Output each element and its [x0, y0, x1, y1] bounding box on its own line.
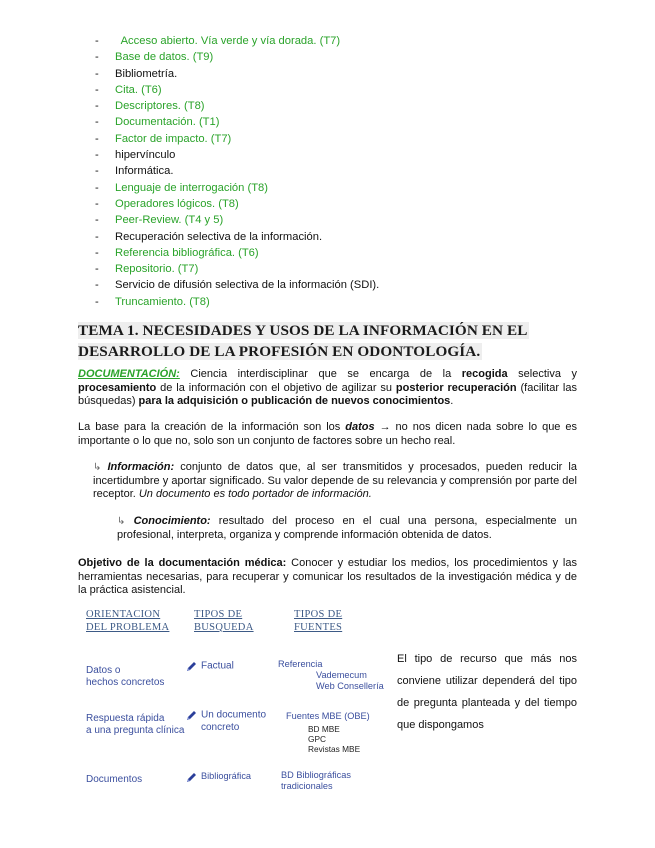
row3-search [186, 770, 251, 783]
row3-source-line2: tradicionales [281, 781, 333, 791]
row1-problem-line1: Datos o [86, 665, 121, 676]
bullet-dash: - [95, 116, 99, 129]
topic-item [95, 277, 379, 293]
bullet-dash: - [95, 100, 99, 113]
conocimiento-label: Conocimiento: [133, 515, 211, 527]
row2-source-detail [308, 724, 360, 754]
row1-source-detail [316, 670, 384, 692]
bullet-dash: - [95, 214, 99, 227]
topic-text: Factor de impacto. (T7) [115, 132, 232, 145]
row1-problem-line2: hechos concretos [86, 677, 165, 688]
bullet-dash: - [95, 230, 99, 243]
documentacion-bold-4: para la adquisición o publicación de nuevos conocimientos [138, 395, 451, 408]
tema-heading [78, 320, 578, 362]
documentacion-text-5: . [450, 395, 454, 408]
topic-item [95, 49, 379, 65]
header-fuentes-line2: FUENTES [294, 621, 343, 633]
documentacion-bold-3: posterior recuperación [395, 381, 517, 394]
topic-item [95, 33, 379, 49]
topic-text: Descriptores. (T8) [115, 100, 205, 113]
row2-source-line4: Revistas MBE [308, 744, 361, 754]
topic-item [95, 82, 379, 98]
bullet-dash: - [95, 181, 99, 194]
topic-item [95, 294, 379, 310]
documentacion-text-1: Ciencia interdisciplinar que se encarga de la [179, 368, 462, 380]
base-text-2: → no nos dicen nada sobre lo que es importante o lo que no, solo son un conjunto de factores sobre un hecho real. [78, 421, 577, 447]
header-busqueda-line1: TIPOS DE [194, 609, 243, 620]
bullet-dash: - [95, 35, 99, 47]
row2-source-line3: GPC [308, 734, 326, 744]
row1-source-line1: Referencia [278, 659, 323, 669]
objetivo-paragraph [78, 557, 577, 598]
documentacion-text-2: selectiva y [507, 368, 577, 380]
tema-heading-line1: TEMA 1. NECESIDADES Y USOS DE LA INFORMACIÓN EN EL [78, 322, 528, 339]
pencil-icon [186, 709, 198, 721]
pencil-icon [186, 660, 198, 672]
informacion-text: conjunto de datos que, al ser transmitidos y procesados, pueden reducir la incertidumbre y aportar significado. Su valor depende de su relevancia y comprensión por parte del receptor. [93, 461, 577, 501]
base-paragraph [78, 421, 577, 448]
documentacion-text-4: (facilitar las búsquedas) [78, 381, 577, 408]
bullet-dash: - [95, 83, 99, 96]
header-orientacion-line1: ORIENTACION [86, 609, 161, 620]
arrow-icon: ↳ [93, 462, 102, 473]
header-fuentes-line1: TIPOS DE [294, 609, 343, 620]
row2-problem-line2: a una pregunta clínica [86, 725, 185, 736]
informacion-label: Información: [107, 461, 175, 473]
informacion-paragraph [93, 461, 577, 502]
topic-text: Acceso abierto. Vía verde y vía dorada. (T7) [115, 35, 341, 47]
bullet-dash: - [95, 295, 99, 308]
documentacion-bold-1: recogida [461, 368, 508, 380]
bullet-dash: - [95, 279, 99, 292]
topic-item [95, 98, 379, 114]
topic-text: Lenguaje de interrogación (T8) [115, 181, 268, 194]
header-busqueda [194, 609, 254, 634]
bullet-dash: - [95, 165, 99, 178]
objetivo-label: Objetivo de la documentación médica: [78, 557, 287, 569]
header-busqueda-line2: BUSQUEDA [194, 621, 254, 633]
tema-heading-line2: DESARROLLO DE LA PROFESIÓN EN ODONTOLOGÍA. [78, 343, 481, 360]
row3-search-label: Bibliográfica [201, 771, 252, 781]
topic-item [95, 66, 379, 82]
topic-item [95, 229, 379, 245]
informacion-italic: Un documento es todo portador de información. [138, 488, 372, 501]
base-bold-datos: datos [345, 421, 375, 433]
row2-problem-line1: Respuesta rápida [86, 713, 165, 724]
topic-item [95, 180, 379, 196]
topic-item [95, 131, 379, 147]
row1-search-label: Factual [201, 660, 234, 672]
topic-item [95, 147, 379, 163]
topic-item [95, 245, 379, 261]
topic-text: Informática. [115, 165, 174, 178]
row2-source-line1: Fuentes MBE (OBE) [286, 711, 370, 721]
topic-item [95, 261, 379, 277]
topic-text: Base de datos. (T9) [115, 51, 214, 64]
row1-problem [86, 665, 164, 689]
topic-text: Repositorio. (T7) [115, 263, 199, 276]
pencil-icon [186, 771, 198, 783]
topic-text: Truncamiento. (T8) [115, 295, 210, 308]
arrow-icon: ↳ [117, 516, 126, 527]
bullet-dash: - [95, 51, 99, 64]
side-explanation: El tipo de recurso que más nos conviene utilizar dependerá del tipo de pregunta planteada y del tiempo que dispongamos [397, 653, 577, 731]
row2-problem [86, 713, 184, 737]
row2-search-line1: Un documento [201, 709, 267, 721]
row3-problem [86, 774, 142, 786]
row1-source [278, 658, 322, 670]
topic-text: Referencia bibliográfica. (T6) [115, 246, 259, 259]
bullet-dash: - [95, 132, 99, 145]
topics-list [95, 33, 379, 310]
topic-text: Cita. (T6) [115, 83, 162, 96]
topic-text: Operadores lógicos. (T8) [115, 197, 239, 210]
documentacion-text-3: de la información con el objetivo de agilizar su [156, 381, 396, 394]
row2-source [286, 710, 370, 722]
row3-problem-line1: Documentos [86, 774, 143, 785]
row3-source-line1: BD Bibliográficas [281, 770, 351, 780]
bullet-dash: - [95, 246, 99, 259]
header-fuentes [294, 609, 342, 634]
row3-source [281, 770, 351, 792]
row2-source-line2: BD MBE [308, 724, 340, 734]
topic-text: hipervínculo [115, 149, 176, 162]
row2-search-line2: concreto [201, 721, 240, 733]
bullet-dash: - [95, 149, 99, 162]
row1-source-line2: Vademecum [316, 670, 367, 680]
topic-item [95, 196, 379, 212]
bullet-dash: - [95, 67, 99, 80]
header-orientacion [86, 609, 169, 634]
topic-item [95, 163, 379, 179]
conocimiento-text: resultado del proceso en el cual una persona, especialmente un profesional, interpreta, organiza y comprende información obtenida de datos. [117, 515, 577, 541]
documentacion-paragraph [78, 368, 577, 409]
topic-text: Servicio de difusión selectiva de la información (SDI). [115, 279, 380, 292]
row2-search [186, 709, 266, 734]
topic-text: Peer-Review. (T4 y 5) [115, 214, 224, 227]
row1-source-line3: Web Consellería [316, 681, 384, 691]
documentacion-label: DOCUMENTACIÓN: [78, 368, 180, 380]
topic-text: Bibliometría. [115, 67, 178, 80]
header-orientacion-line2: DEL PROBLEMA [86, 621, 170, 633]
topic-text: Documentación. (T1) [115, 116, 220, 129]
search-types-diagram [78, 603, 390, 795]
documentacion-bold-2: procesamiento [78, 381, 157, 394]
topic-item [95, 114, 379, 130]
topic-item [95, 212, 379, 228]
bullet-dash: - [95, 263, 99, 276]
base-text-1: La base para la creación de la información son los [78, 421, 346, 433]
topic-text: Recuperación selectiva de la información. [115, 230, 323, 243]
row1-search [186, 660, 234, 673]
bullet-dash: - [95, 197, 99, 210]
conocimiento-paragraph [117, 515, 577, 542]
objetivo-text: Conocer y estudiar los medios, los procedimientos y las herramientas necesarias, para recuperar y comunicar los resultados de la investigación médica y de la práctica asistencial. [78, 557, 577, 597]
